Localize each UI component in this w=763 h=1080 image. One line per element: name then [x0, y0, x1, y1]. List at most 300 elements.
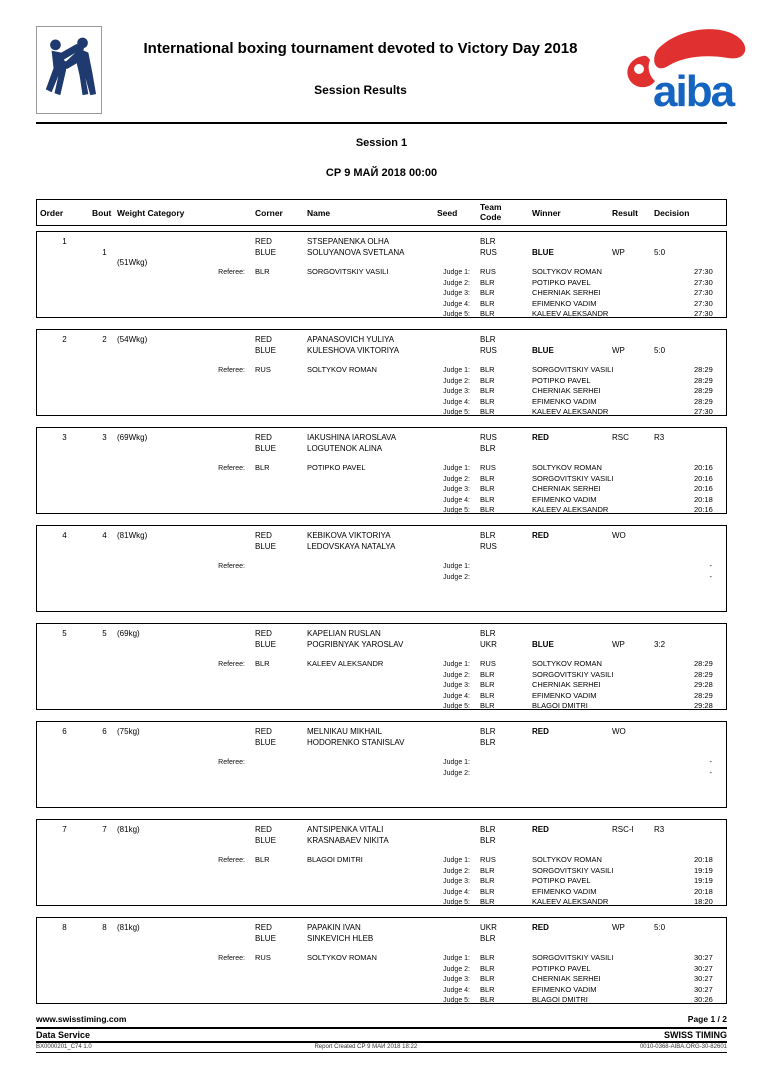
blue-winner: BLUE: [532, 248, 554, 257]
judge-label: Judge 1:: [443, 661, 470, 668]
col-seed: Seed: [437, 207, 458, 218]
judge-nation: BLR: [480, 680, 495, 689]
blue-result: WP: [612, 346, 625, 355]
judge-score: 28:29: [694, 375, 713, 385]
header-divider: [36, 122, 727, 124]
judge-label: Judge 2:: [443, 867, 470, 875]
officials-row: [37, 376, 726, 387]
blue-team-code: UKR: [480, 640, 497, 649]
judge-score: 20:18: [694, 494, 713, 504]
results-table: [36, 199, 727, 1004]
bout-number: 2: [102, 335, 107, 344]
judge-name: EFIMENKO VADIM: [532, 886, 597, 896]
blue-corner-label: BLUE: [255, 346, 276, 355]
judge-nation: BLR: [480, 407, 495, 416]
bout-box: [36, 427, 727, 514]
red-corner-row: [37, 824, 726, 835]
blue-corner-label: BLUE: [255, 444, 276, 453]
judge-name: EFIMENKO VADIM: [532, 298, 597, 308]
blue-corner-label: BLUE: [255, 542, 276, 551]
officials-row: [37, 670, 726, 681]
bout-order: 2: [62, 335, 67, 344]
col-decision: Decision: [654, 207, 690, 218]
judge-name: SOLTYKOV ROMAN: [532, 267, 602, 276]
blue-corner-row: [37, 639, 726, 650]
judge-label: Judge 5:: [443, 997, 470, 1004]
weight-category-stacked: (51Wkg): [117, 258, 148, 267]
judge-score: -: [709, 757, 712, 766]
weight-row: [37, 944, 726, 953]
svg-text:aiba: aiba: [653, 67, 734, 116]
boxing-pictogram-icon: [40, 30, 98, 110]
judge-score: 30:27: [694, 974, 713, 983]
judge-name: POTIPKO PAVEL: [532, 963, 591, 973]
judge-score: 29:28: [694, 701, 713, 710]
red-winner: RED: [532, 923, 549, 932]
judge-rows: [37, 365, 726, 416]
blue-decision: 3:2: [654, 640, 666, 649]
red-corner-label: RED: [255, 335, 272, 344]
footer-service: Data Service: [36, 1030, 91, 1040]
judge-label: Judge 5:: [443, 899, 470, 906]
table-header-row: [36, 199, 727, 226]
blue-corner-label: BLUE: [255, 934, 276, 943]
officials-row: [37, 397, 726, 408]
officials-row: [37, 288, 726, 299]
officials-row: [37, 701, 726, 710]
judge-label: Judge 1:: [443, 367, 470, 374]
judge-name: KALEEV ALEKSANDR: [532, 897, 609, 906]
footer-ref-code: 0010-0368-AIBA.ORG-30-82601: [639, 1044, 727, 1050]
footer-row-top: [36, 1014, 727, 1024]
judge-score: 27:30: [694, 288, 713, 297]
officials-row: [37, 953, 726, 964]
officials-row: [37, 855, 726, 866]
judge-nation: BLR: [480, 309, 495, 318]
bout-order: 7: [62, 825, 67, 834]
judge-score: -: [709, 767, 712, 777]
judge-rows: [37, 855, 726, 906]
bout-box: [36, 917, 727, 1004]
judge-name: SOLTYKOV ROMAN: [532, 463, 602, 472]
bout-box: [36, 819, 727, 906]
bout-box: [36, 329, 727, 416]
red-corner-row: [37, 922, 726, 933]
officials-row: [37, 887, 726, 898]
referee-label: Referee:: [218, 269, 245, 276]
red-corner-label: RED: [255, 825, 272, 834]
judge-score: 30:27: [694, 963, 713, 973]
officials-row: [37, 309, 726, 318]
aiba-logo-icon: [619, 22, 751, 118]
officials-row: [37, 484, 726, 495]
red-team-code: BLR: [480, 531, 496, 540]
judge-name: POTIPKO PAVEL: [532, 375, 591, 385]
referee-name: SOLTYKOV ROMAN: [307, 953, 377, 962]
judge-score: 27:30: [694, 407, 713, 416]
judge-score: 30:27: [694, 984, 713, 994]
blue-corner-label: BLUE: [255, 640, 276, 649]
red-corner-label: RED: [255, 629, 272, 638]
blue-team-code: BLR: [480, 444, 496, 453]
judge-nation: BLR: [480, 669, 495, 679]
judge-label: Judge 4:: [443, 692, 470, 700]
red-result: WO: [612, 531, 626, 540]
blue-boxer-name: KRASNABAEV NIKITA: [307, 836, 389, 845]
judge-label: Judge 2:: [443, 671, 470, 679]
officials-row: [37, 974, 726, 985]
red-team-code: BLR: [480, 237, 496, 246]
judge-score: 19:19: [694, 876, 713, 885]
red-corner-row: [37, 726, 726, 737]
bouts-list: [36, 231, 727, 1004]
footer-doc-code: BX0000201_C74 1.0: [36, 1044, 92, 1050]
red-boxer-name: MELNIKAU MIKHAIL: [307, 727, 383, 736]
weight-category: (69kg): [117, 629, 140, 638]
judge-label: Judge 5:: [443, 703, 470, 710]
bout-number: 4: [102, 531, 107, 540]
officials-row: [37, 866, 726, 877]
red-boxer-name: KEBIKOVA VIKTORIYA: [307, 531, 391, 540]
red-corner-row: [37, 530, 726, 541]
judge-rows: [37, 267, 726, 318]
judge-label: Judge 2:: [443, 965, 470, 973]
footer-report-created: Report Created СР 9 МАЙ 2018 18:22: [314, 1044, 418, 1050]
red-decision: R3: [654, 825, 665, 834]
blue-team-code: BLR: [480, 934, 496, 943]
referee-nation: BLR: [255, 659, 270, 668]
aiba-logo: [619, 22, 751, 118]
referee-label: Referee:: [218, 367, 245, 374]
blue-corner-row: [37, 737, 726, 748]
bout-number: 5: [102, 629, 107, 638]
red-boxer-name: ANTSIPENKA VITALI: [307, 825, 384, 834]
judge-name: CHERNIAK SERHEI: [532, 386, 601, 395]
judge-nation: BLR: [480, 963, 495, 973]
referee-label: Referee:: [218, 857, 245, 864]
judge-rows: [37, 757, 726, 778]
weight-row: [37, 552, 726, 561]
blue-team-code: RUS: [480, 248, 497, 257]
referee-name: BLAGOI DMITRI: [307, 855, 363, 864]
judge-label: Judge 1:: [443, 465, 470, 472]
weight-row: [37, 454, 726, 463]
judge-nation: BLR: [480, 865, 495, 875]
red-boxer-name: IAKUSHINA IAROSLAVA: [307, 433, 397, 442]
red-result: RSC: [612, 433, 629, 442]
bout-number: 8: [102, 923, 107, 932]
judge-score: 20:16: [694, 505, 713, 514]
red-corner-row: [37, 628, 726, 639]
blue-boxer-name: SOLUYANOVA SVETLANA: [307, 248, 405, 257]
judge-label: Judge 5:: [443, 311, 470, 318]
bout-order: 4: [62, 531, 67, 540]
officials-row: [37, 995, 726, 1004]
judge-label: Judge 2:: [443, 573, 470, 581]
judge-label: Judge 3:: [443, 486, 470, 493]
bout-order: 1: [62, 237, 67, 246]
judge-nation: BLR: [480, 288, 495, 297]
boxing-logo: [36, 26, 102, 114]
red-result: WP: [612, 923, 625, 932]
blue-boxer-name: LEDOVSKAYA NATALYA: [307, 542, 396, 551]
referee-name: SOLTYKOV ROMAN: [307, 365, 377, 374]
judge-nation: BLR: [480, 876, 495, 885]
judge-nation: BLR: [480, 494, 495, 504]
col-bout: Bout: [92, 207, 112, 218]
footer-row-codes: [36, 1043, 727, 1053]
red-corner-label: RED: [255, 727, 272, 736]
officials-row: [37, 985, 726, 996]
judge-score: 18:20: [694, 897, 713, 906]
red-boxer-name: STSEPANENKA OLHA: [307, 237, 390, 246]
judge-nation: BLR: [480, 886, 495, 896]
referee-label: Referee:: [218, 661, 245, 668]
judge-label: Judge 2:: [443, 769, 470, 777]
officials-row: [37, 768, 726, 779]
bout-order: 6: [62, 727, 67, 736]
red-boxer-name: APANASOVICH YULIYA: [307, 335, 395, 344]
blue-corner-row: [37, 541, 726, 552]
red-corner-label: RED: [255, 531, 272, 540]
blue-corner-row: [37, 933, 726, 944]
officials-row: [37, 407, 726, 416]
judge-score: -: [709, 571, 712, 581]
judge-name: BLAGOI DMITRI: [532, 701, 588, 710]
blue-corner-label: BLUE: [255, 248, 276, 257]
bout-number: 7: [102, 825, 107, 834]
bout-order: 8: [62, 923, 67, 932]
judge-label: Judge 1:: [443, 759, 470, 766]
col-corner: Corner: [255, 207, 283, 218]
judge-label: Judge 4:: [443, 986, 470, 994]
judge-label: Judge 2:: [443, 279, 470, 287]
judge-rows: [37, 659, 726, 710]
judge-score: 30:26: [694, 995, 713, 1004]
judge-nation: BLR: [480, 505, 495, 514]
report-header: [0, 0, 763, 118]
blue-team-code: BLR: [480, 738, 496, 747]
weight-category: (75kg): [117, 727, 140, 736]
judge-score: 20:18: [694, 886, 713, 896]
judge-score: 27:30: [694, 267, 713, 276]
red-boxer-name: PAPAKIN IVAN: [307, 923, 361, 932]
judge-label: Judge 3:: [443, 976, 470, 983]
officials-row: [37, 680, 726, 691]
blue-boxer-name: LOGUTENOK ALINA: [307, 444, 383, 453]
bout-box: [36, 525, 727, 612]
col-result: Result: [612, 207, 638, 218]
judge-label: Judge 4:: [443, 300, 470, 308]
officials-row: [37, 365, 726, 376]
judge-score: 20:16: [694, 463, 713, 472]
page-title: International boxing tournament devoted to Victory Day 2018: [143, 40, 578, 57]
col-order: Order: [40, 207, 64, 218]
officials-row: [37, 267, 726, 278]
judge-score: 28:29: [694, 659, 713, 668]
session-title: Session 1: [355, 137, 408, 149]
judge-name: SORGOVITSKIY VASILI: [532, 669, 614, 679]
officials-row: [37, 964, 726, 975]
judge-name: POTIPKO PAVEL: [532, 277, 591, 287]
blue-corner-label: BLUE: [255, 738, 276, 747]
judge-nation: BLR: [480, 897, 495, 906]
bout-number: 3: [102, 433, 107, 442]
blue-winner: BLUE: [532, 346, 554, 355]
bout-number-stacked: 1: [102, 248, 107, 257]
officials-row: [37, 495, 726, 506]
officials-row: [37, 463, 726, 474]
officials-row: [37, 897, 726, 906]
red-team-code: BLR: [480, 335, 496, 344]
red-winner: RED: [532, 825, 549, 834]
weight-category: (69Wkg): [117, 433, 148, 442]
judge-name: CHERNIAK SERHEI: [532, 288, 601, 297]
title-block: [102, 26, 619, 97]
judge-score: 20:18: [694, 855, 713, 864]
judge-nation: BLR: [480, 365, 495, 374]
officials-row: [37, 691, 726, 702]
blue-boxer-name: POGRIBNYAK YAROSLAV: [307, 640, 404, 649]
judge-score: 28:29: [694, 669, 713, 679]
judge-nation: BLR: [480, 701, 495, 710]
officials-row: [37, 876, 726, 887]
judge-name: SORGOVITSKIY VASILI: [532, 865, 614, 875]
blue-winner: BLUE: [532, 640, 554, 649]
page-subtitle: Session Results: [314, 83, 407, 97]
judge-label: Judge 3:: [443, 388, 470, 395]
judge-nation: RUS: [480, 855, 496, 864]
weight-row: [37, 356, 726, 365]
judge-score: 27:30: [694, 298, 713, 308]
judge-nation: BLR: [480, 953, 495, 962]
blue-decision: 5:0: [654, 248, 666, 257]
judge-score: 27:30: [694, 277, 713, 287]
referee-nation: BLR: [255, 855, 270, 864]
blue-corner-row: [37, 835, 726, 846]
red-team-code: BLR: [480, 727, 496, 736]
judge-name: SORGOVITSKIY VASILI: [532, 953, 614, 962]
red-corner-label: RED: [255, 237, 272, 246]
judge-label: Judge 3:: [443, 878, 470, 885]
judge-label: Judge 1:: [443, 955, 470, 962]
judge-nation: RUS: [480, 463, 496, 472]
officials-row: [37, 474, 726, 485]
col-winner: Winner: [532, 207, 561, 218]
judge-nation: BLR: [480, 386, 495, 395]
red-team-code: UKR: [480, 923, 497, 932]
red-corner-row: [37, 432, 726, 443]
judge-name: SOLTYKOV ROMAN: [532, 855, 602, 864]
judge-name: CHERNIAK SERHEI: [532, 680, 601, 689]
judge-label: Judge 5:: [443, 507, 470, 514]
officials-row: [37, 386, 726, 397]
blue-decision: 5:0: [654, 346, 666, 355]
judge-label: Judge 3:: [443, 290, 470, 297]
judge-score: 20:16: [694, 473, 713, 483]
red-winner: RED: [532, 433, 549, 442]
blue-team-code: BLR: [480, 836, 496, 845]
judge-label: Judge 4:: [443, 888, 470, 896]
judge-nation: BLR: [480, 995, 495, 1004]
judge-nation: BLR: [480, 473, 495, 483]
footer-brand: SWISS TIMING: [664, 1030, 727, 1040]
judge-nation: BLR: [480, 277, 495, 287]
judge-nation: BLR: [480, 396, 495, 406]
red-result: WO: [612, 727, 626, 736]
judge-nation: BLR: [480, 974, 495, 983]
footer-website: www.swisstiming.com: [36, 1014, 127, 1024]
judge-nation: RUS: [480, 659, 496, 668]
blue-corner-row: [37, 443, 726, 454]
judge-label: Judge 5:: [443, 409, 470, 416]
judge-rows: [37, 561, 726, 582]
judge-score: 28:29: [694, 386, 713, 395]
judge-score: 19:19: [694, 865, 713, 875]
bout-order: 3: [62, 433, 67, 442]
red-decision: R3: [654, 433, 665, 442]
judge-label: Judge 2:: [443, 377, 470, 385]
judge-name: KALEEV ALEKSANDR: [532, 505, 609, 514]
officials-row: [37, 299, 726, 310]
judge-nation: BLR: [480, 690, 495, 700]
judge-nation: BLR: [480, 298, 495, 308]
col-team-code: Team Code: [480, 201, 502, 222]
judge-name: KALEEV ALEKSANDR: [532, 309, 609, 318]
judge-name: EFIMENKO VADIM: [532, 690, 597, 700]
red-team-code: BLR: [480, 629, 496, 638]
weight-category: (81kg): [117, 825, 140, 834]
judge-label: Judge 2:: [443, 475, 470, 483]
judge-name: EFIMENKO VADIM: [532, 396, 597, 406]
judge-score: 20:16: [694, 484, 713, 493]
blue-team-code: RUS: [480, 542, 497, 551]
judge-name: SORGOVITSKIY VASILI: [532, 365, 614, 374]
blue-result: WP: [612, 248, 625, 257]
bout-box: [36, 623, 727, 710]
weight-category: (54Wkg): [117, 335, 148, 344]
weight-category: (81Wkg): [117, 531, 148, 540]
red-team-code: BLR: [480, 825, 496, 834]
judge-nation: BLR: [480, 375, 495, 385]
officials-row: [37, 572, 726, 583]
judge-name: EFIMENKO VADIM: [532, 494, 597, 504]
blue-boxer-name: SINKEVICH HLEB: [307, 934, 374, 943]
officials-row: [37, 561, 726, 572]
judge-name: KALEEV ALEKSANDR: [532, 407, 609, 416]
judge-score: 27:30: [694, 309, 713, 318]
judge-label: Judge 1:: [443, 563, 470, 570]
red-corner-label: RED: [255, 923, 272, 932]
judge-label: Judge 1:: [443, 857, 470, 864]
referee-name: KALEEV ALEKSANDR: [307, 659, 384, 668]
red-corner-label: RED: [255, 433, 272, 442]
officials-row: [37, 757, 726, 768]
blue-boxer-name: HODORENKO STANISLAV: [307, 738, 405, 747]
judge-name: CHERNIAK SERHEI: [532, 974, 601, 983]
judge-score: 29:28: [694, 680, 713, 689]
weight-row: [37, 258, 726, 267]
referee-label: Referee:: [218, 465, 245, 472]
judge-nation: BLR: [480, 984, 495, 994]
judge-name: SOLTYKOV ROMAN: [532, 659, 602, 668]
weight-row: [37, 650, 726, 659]
referee-name: POTIPKO PAVEL: [307, 463, 366, 472]
red-corner-row: [37, 334, 726, 345]
referee-nation: RUS: [255, 365, 271, 374]
referee-label: Referee:: [218, 955, 245, 962]
red-result: RSC-I: [612, 825, 634, 834]
